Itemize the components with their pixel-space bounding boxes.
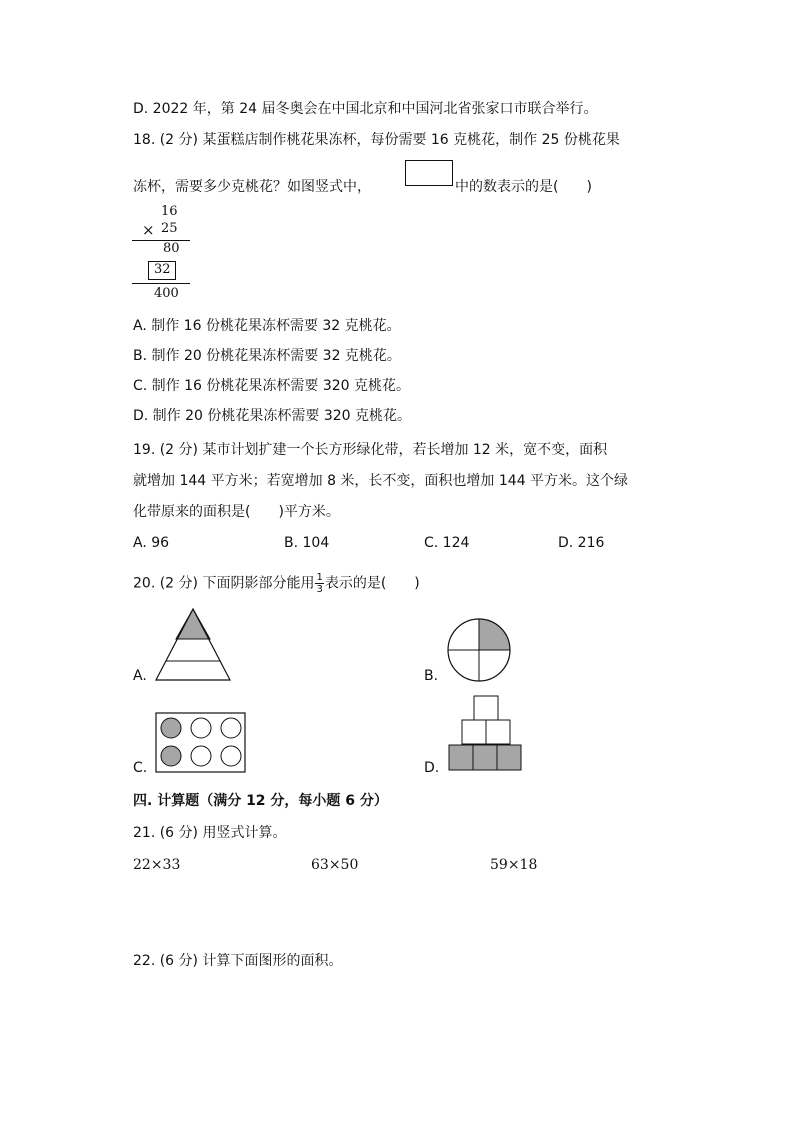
fraction-denominator: 3 [316,584,323,595]
partial-product-2: 32 [154,262,171,277]
q20-post: 表示的是( ) [324,575,420,592]
multiplier: 25 [161,221,178,236]
calc-line-1 [132,240,190,241]
q20-pre: 20. (2 分) 下面阴影部分能用 [133,575,315,592]
q18-line2-pre: 冻杯，需要多少克桃花？如图竖式中， [133,179,371,195]
fraction-numerator: 1 [316,572,323,583]
q20-label-a: A. [133,668,147,684]
q19-option-a: A. 96 [133,535,170,551]
fraction-one-third [315,572,323,595]
q20-label-c: C. [133,760,148,776]
q21-title: 21. (6 分) 用竖式计算。 [133,825,287,841]
q21-problem-1: 22×33 [133,857,181,873]
q18-option-d: D. 制作 20 份桃花果冻杯需要 320 克桃花。 [133,408,412,424]
q19-line2: 就增加 144 平方米；若宽增加 8 米，长不变，面积也增加 144 平方米。这个绿 [133,473,629,489]
times-sign: × [142,221,155,239]
q18-option-b: B. 制作 20 份桃花果冻杯需要 32 克桃花。 [133,348,401,364]
q18-option-a: A. 制作 16 份桃花果冻杯需要 32 克桃花。 [133,318,401,334]
q19-option-c: C. 124 [424,535,470,551]
product: 400 [154,286,179,301]
q18-option-c: C. 制作 16 份桃花果冻杯需要 320 克桃花。 [133,378,411,394]
q18-line2-post: 中的数表示的是( ) [455,179,592,195]
q22-title: 22. (6 分) 计算下面图形的面积。 [133,953,343,969]
q19-line1: 19. (2 分) 某市计划扩建一个长方形绿化带，若长增加 12 米，宽不变，面积 [133,442,608,458]
q20-line [133,572,420,595]
section-4-heading: 四. 计算题（满分 12 分，每小题 6 分） [133,793,388,809]
q20-label-b: B. [424,668,439,684]
multiplicand: 16 [161,204,178,219]
q18-line1: 18. (2 分) 某蛋糕店制作桃花果冻杯，每份需要 16 克桃花，制作 25 份桃花果 [133,132,620,148]
q18-inline-box [405,160,453,186]
q20-figure-b-circle [446,617,512,683]
partial-product-1: 80 [163,241,180,256]
q19-line3: 化带原来的面积是( )平方米。 [133,504,340,520]
q21-problem-2: 63×50 [311,857,359,873]
q21-problem-3: 59×18 [490,857,538,873]
q19-option-b: B. 104 [284,535,330,551]
calc-line-2 [132,283,190,284]
q19-option-d: D. 216 [558,535,605,551]
q20-figure-d-cubes [448,695,526,773]
q20-figure-c-circles [155,712,247,774]
q20-figure-a-triangle [155,606,233,682]
q18-vertical-calc [130,204,200,304]
q17-option-d: D. 2022 年，第 24 届冬奥会在中国北京和中国河北省张家口市联合举行。 [133,101,598,117]
q20-label-d: D. [424,760,440,776]
